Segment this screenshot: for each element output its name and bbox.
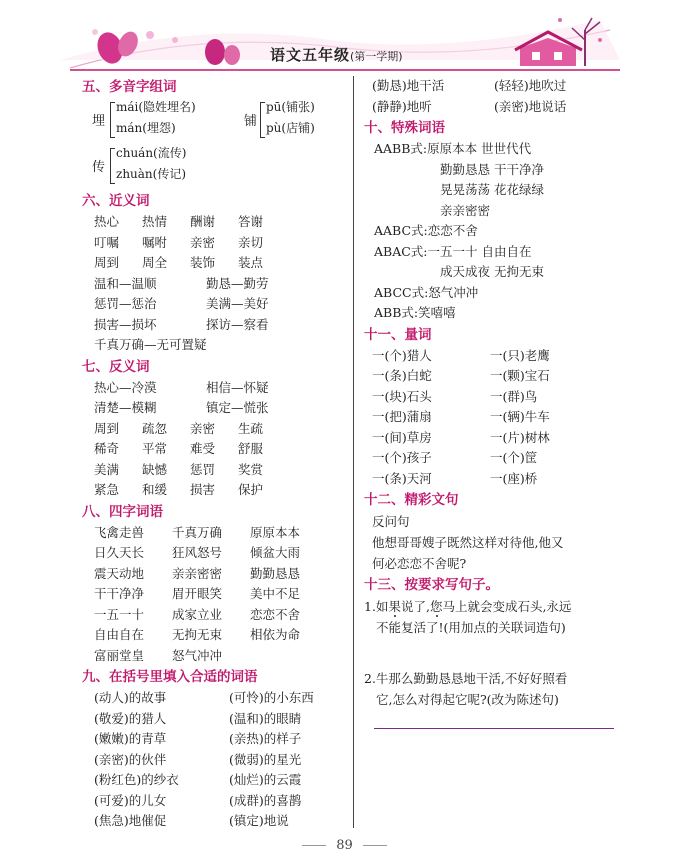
answer-space[interactable]	[364, 638, 624, 668]
synonym-row: 热心 热情 酬谢 答谢	[94, 214, 264, 229]
sentence-line: 何必恋恋不舍呢?	[372, 556, 467, 571]
idiom-row: 震天动地 亲亲密密 勤勤恳恳	[94, 565, 301, 581]
polyphone-row-1	[82, 98, 347, 142]
polyphone-item: pù(店铺)	[266, 121, 315, 135]
polyphone-item: chuán(流传)	[116, 146, 187, 160]
polyphone-item: zhuàn(传记)	[116, 167, 187, 181]
right-column	[364, 76, 624, 729]
section-9-title: 九、在括号里填入合适的词语	[82, 669, 258, 685]
antonym-row: 周到 疏忽 亲密 生疏	[94, 420, 264, 436]
antonym-row: 美满 缺憾 惩罚 奖赏	[94, 461, 264, 477]
antonym-row: 紧急 和缓 损害 保护	[94, 482, 264, 497]
synonym-row: 周到 周全 装饰 装点	[94, 255, 264, 270]
left-column	[82, 76, 347, 832]
antonym-row: 稀奇 平常 难受 舒服	[94, 441, 264, 456]
header-title: 语文五年级(第一学期)	[270, 46, 403, 64]
synonym-row: 千真万确—无可置疑	[94, 337, 207, 352]
sentence-line: 他想哥哥嫂子既然这样对待他,他又	[372, 535, 564, 550]
polyphone-char-pu: 铺	[244, 114, 258, 129]
polyphone-char-chuan: 传	[92, 160, 106, 175]
emphasis-char: 果	[388, 599, 401, 614]
polyphone-item: mái(隐姓埋名)	[116, 100, 196, 114]
polyphone-item: mán(埋怨)	[116, 121, 176, 135]
fill-row: (焦急)地催促 (镇定)地说	[94, 813, 289, 828]
question-1-line-2: 不能复活了!(用加点的关联词造句)	[376, 620, 566, 635]
fill-row: (动人)的故事 (可怜)的小东西	[94, 690, 314, 705]
measure-row: 一(条)白蛇 一(颗)宝石	[372, 368, 550, 383]
section-5-title: 五、多音字组词	[82, 79, 177, 95]
fill-row: (亲密)的伙伴 (微弱)的星光	[94, 751, 302, 767]
special-row: 亲亲密密	[440, 202, 491, 218]
synonym-row: 惩罚—惩治 美满—美好	[94, 296, 269, 311]
special-row: AABB式:原原本本 世世代代	[374, 141, 532, 156]
polyphone-row-2	[82, 142, 347, 190]
idiom-row: 一五一十 成家立业 恋恋不舍	[94, 606, 301, 622]
measure-row: 一(个)孩子 一(个)筐	[372, 450, 538, 465]
idiom-row: 干干净净 眉开眼笑 美中不足	[94, 586, 301, 601]
section-11-title: 十一、量词	[364, 326, 432, 343]
idiom-row: 自由自在 无拘无束 相依为命	[94, 627, 301, 642]
section-6-title: 六、近义词	[82, 193, 150, 209]
special-row: ABCC式:怒气冲冲	[374, 284, 479, 300]
idiom-row: 富丽堂皇 怒气冲冲	[94, 647, 223, 663]
polyphone-char-mai: 埋	[92, 114, 106, 129]
special-row: 勤勤恳恳 干干净净	[440, 161, 544, 177]
fill-row: (粉红色)的纱衣 (灿烂)的云霞	[94, 772, 302, 787]
polyphone-item: pū(铺张)	[266, 100, 315, 114]
section-12-title: 十二、精彩文句	[364, 492, 459, 508]
section-10-title: 十、特殊词语	[364, 120, 445, 136]
header-subtitle: (第一学期)	[350, 50, 403, 63]
antonym-row: 热心—冷漠 相信—怀疑	[94, 379, 269, 395]
brace	[110, 148, 115, 184]
special-row: ABAC式:一五一十 自由自在	[374, 243, 532, 259]
section-7-title: 七、反义词	[82, 358, 150, 375]
emphasis-char: 您	[429, 599, 443, 614]
page-header	[0, 0, 689, 74]
page-number: 89	[0, 838, 689, 853]
idiom-row: 飞禽走兽 千真万确 原原本本	[94, 524, 301, 540]
synonym-row: 叮嘱 嘱咐 亲密 亲切	[94, 234, 264, 250]
question-1-line-1: 1.如果说了,您马上就会变成石头,永远	[364, 599, 572, 614]
measure-row: 一(个)猎人 一(只)老鹰	[372, 347, 550, 363]
fill-row: (可爱)的儿女 (成群)的喜鹊	[94, 792, 302, 808]
answer-line[interactable]	[374, 728, 614, 729]
special-row: 晃晃荡荡 花花绿绿	[440, 182, 544, 197]
measure-row: 一(条)天河 一(座)桥	[372, 470, 538, 486]
measure-row: 一(间)草房 一(片)树林	[372, 429, 550, 445]
measure-row: 一(把)蒲扇 一(辆)牛车	[372, 409, 550, 424]
synonym-row: 温和—温顺 勤恳—勤劳	[94, 275, 269, 291]
special-row: AABC式:恋恋不舍	[374, 223, 478, 238]
sentence-type: 反问句	[372, 514, 410, 529]
fill-row: (嫩嫩)的青草 (亲热)的样子	[94, 731, 302, 746]
fill-row: (静静)地听 (亲密)地说话	[372, 98, 567, 114]
section-13-title: 十三、按要求写句子。	[364, 577, 499, 593]
fill-row: (敬爱)的猎人 (温和)的眼睛	[94, 710, 302, 726]
question-2-line-2: 它,怎么对得起它呢?(改为陈述句)	[376, 692, 559, 707]
special-row: 成天成夜 无拘无束	[440, 264, 544, 279]
special-row: ABB式:笑嘻嘻	[374, 305, 456, 320]
idiom-row: 日久天长 狂风怒号 倾盆大雨	[94, 545, 301, 560]
fill-row: (勤恳)地干活 (轻轻)地吹过	[372, 78, 567, 93]
synonym-row: 损害—损坏 探访—察看	[94, 316, 269, 332]
section-8-title: 八、四字词语	[82, 503, 163, 520]
measure-row: 一(块)石头 一(群)鸟	[372, 388, 538, 404]
brace	[110, 102, 115, 138]
antonym-row: 清楚—模糊 镇定—慌张	[94, 400, 269, 415]
brace	[260, 102, 265, 138]
question-2-line-1: 2.牛那么勤勤恳恳地干活,不好好照看	[364, 671, 568, 686]
